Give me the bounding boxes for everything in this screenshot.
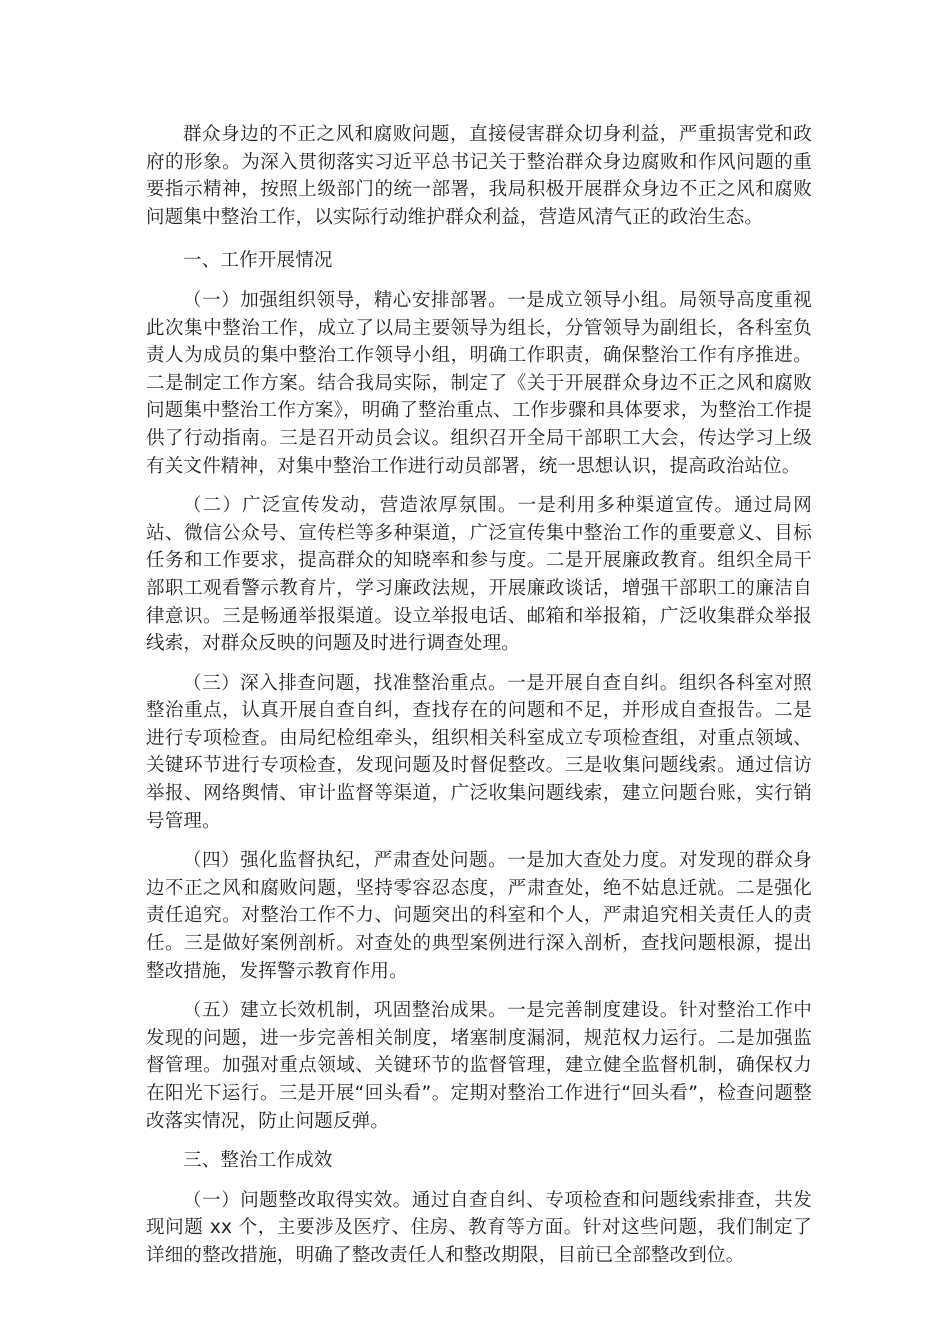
paragraph-publicity: （二）广泛宣传发动，营造浓厚氛围。一是利用多种渠道宣传。通过局网站、微信公众号、宣传栏等多种渠道，广泛宣传集中整治工作的重要意义、目标任务和工作要求，提高群众的知晓率和参与度。二是开展廉政教育。组织全局干部职工观看警示教育片，学习廉政法规，开展廉政谈话，增强干部职工的廉洁自律意识。三是畅通举报渠道。设立举报电话、邮箱和举报箱，广泛收集群众举报线索，对群众反映的问题及时进行调查处理。	[146, 495, 812, 655]
paragraph-problem-investigation: （三）深入排查问题，找准整治重点。一是开展自查自纠。组织各科室对照整治重点，认真开展自查自纠，查找存在的问题和不足，并形成自查报告。二是进行专项检查。由局纪检组牵头，组织相关科室成立专项检查组，对重点领域、关键环节进行专项检查，发现问题及时督促整改。三是收集问题线索。通过信访举报、网络舆情、审计监督等渠道，广泛收集问题线索，建立问题台账，实行销号管理。	[146, 672, 812, 832]
paragraph-organization-leadership: （一）加强组织领导，精心安排部署。一是成立领导小组。局领导高度重视此次集中整治工作，成立了以局主要领导为组长，分管领导为副组长，各科室负责人为成员的集中整治工作领导小组，明确工作职责，确保整治工作有序推进。二是制定工作方案。结合我局实际，制定了《关于开展群众身边不正之风和腐败问题集中整治工作方案》，明确了整治重点、工作步骤和具体要求，为整治工作提供了行动指南。三是召开动员会议。组织召开全局干部职工大会，传达学习上级有关文件精神，对集中整治工作进行动员部署，统一思想认识，提高政治站位。	[146, 289, 812, 477]
paragraph-long-term-mechanism: （五）建立长效机制，巩固整治成果。一是完善制度建设。针对整治工作中发现的问题，进一步完善相关制度，堵塞制度漏洞，规范权力运行。二是加强监督管理。加强对重点领域、关键环节的监督管理，建立健全监督机制，确保权力在阳光下运行。三是开展“回头看”。定期对整治工作进行“回头看”，检查问题整改落实情况，防止问题反弹。	[146, 1000, 812, 1132]
paragraph-rectification-results: （一）问题整改取得实效。通过自查自纠、专项检查和问题线索排查，共发现问题 xx 个，主要涉及医疗、住房、教育等方面。针对这些问题，我们制定了详细的整改措施，明确了整改责任人和整改期限，目前已全部整改到位。	[146, 1189, 812, 1266]
section-heading-work-progress: 一、工作开展情况	[183, 250, 333, 272]
section-heading-results: 三、整治工作成效	[183, 1150, 333, 1172]
document-body	[146, 121, 812, 1282]
paragraph-supervision: （四）强化监督执纪，严肃查处问题。一是加大查处力度。对发现的群众身边不正之风和腐败问题，坚持零容忍态度，严肃查处，绝不姑息迁就。二是强化责任追究。对整治工作不力、问题突出的科室和个人，严肃追究相关责任人的责任。三是做好案例剖析。对查处的典型案例进行深入剖析，查找问题根源，提出整改措施，发挥警示教育作用。	[146, 850, 812, 982]
intro-paragraph: 群众身边的不正之风和腐败问题，直接侵害群众切身利益，严重损害党和政府的形象。为深入贯彻落实习近平总书记关于整治群众身边腐败和作风问题的重要指示精神，按照上级部门的统一部署，我局积极开展群众身边不正之风和腐败问题集中整治工作，以实际行动维护群众利益，营造风清气正的政治生态。	[146, 124, 812, 228]
